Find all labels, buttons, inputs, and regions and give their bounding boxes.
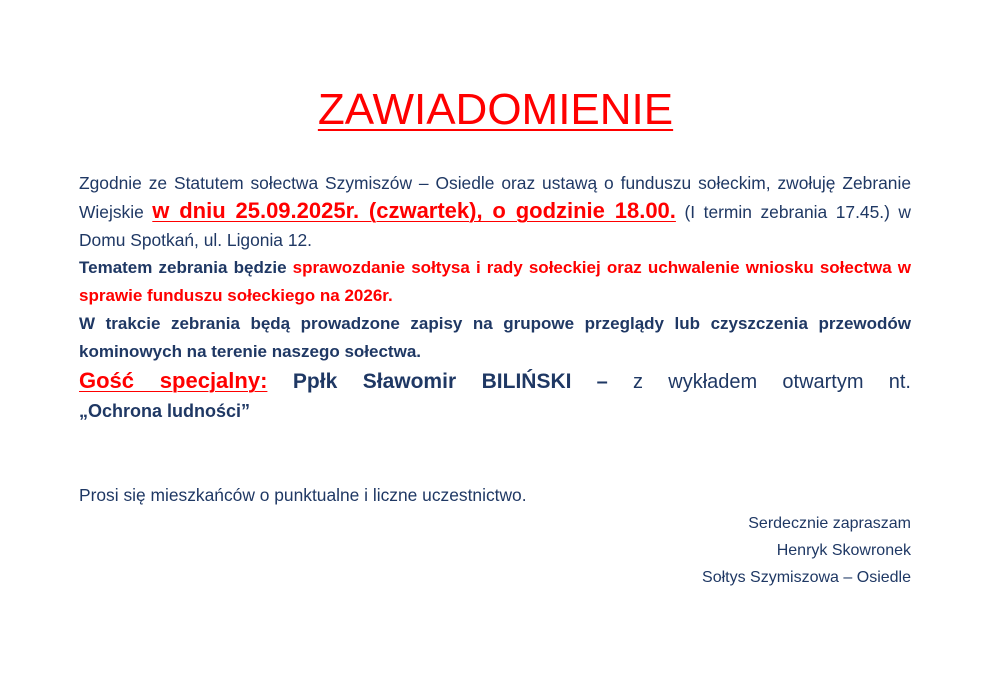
notice-body xyxy=(79,169,911,425)
special-guest-name: Ppłk Sławomir BILIŃSKI xyxy=(267,370,572,393)
paragraph-chimney-registration: W trakcie zebrania będą prowadzone zapisy na grupowe przeglądy lub czyszczenia przewodów kominowych na terenie naszego sołectwa. xyxy=(79,314,911,361)
signature-greeting: Serdecznie zapraszam xyxy=(748,515,911,532)
signature-name: Henryk Skowronek xyxy=(776,542,911,559)
notice-title: ZAWIADOMIENIE xyxy=(317,85,674,134)
closing-request: Prosi się mieszkańców o punktualne i liczne uczestnictwo. xyxy=(79,485,527,505)
lecture-topic: „Ochrona ludności” xyxy=(79,401,251,421)
signature-block xyxy=(702,510,911,591)
paragraph-meeting-announcement xyxy=(79,169,911,254)
special-guest-dash: – xyxy=(571,371,634,393)
meeting-date-time: w dniu 25.09.2025r. (czwartek), o godzinie 18.00. xyxy=(152,198,676,223)
special-guest-lecture-text: z wykładem otwartym nt. xyxy=(633,371,911,393)
meeting-intro-text: Zgodnie ze Statutem sołectwa Szymiszów – Osiedle oraz ustawą o funduszu sołeckim, zwołuję Zebranie Wiejskie xyxy=(79,173,911,222)
signature-role: Sołtys Szymiszowa – Osiedle xyxy=(702,569,911,586)
topic-text: sprawozdanie sołtysa i rady sołeckiej oraz uchwalenie wniosku sołectwa w sprawie funduszu sołeckiego na 2026r. xyxy=(79,258,912,305)
meeting-location-text: (I termin zebrania 17.45.) w Domu Spotkań, ul. Ligonia 12. xyxy=(79,202,911,250)
special-guest-line xyxy=(79,366,911,397)
topic-lead-text: Tematem zebrania będzie xyxy=(79,258,293,277)
paragraph-meeting-topic xyxy=(79,254,911,310)
special-guest-label: Gość specjalny: xyxy=(79,368,268,393)
